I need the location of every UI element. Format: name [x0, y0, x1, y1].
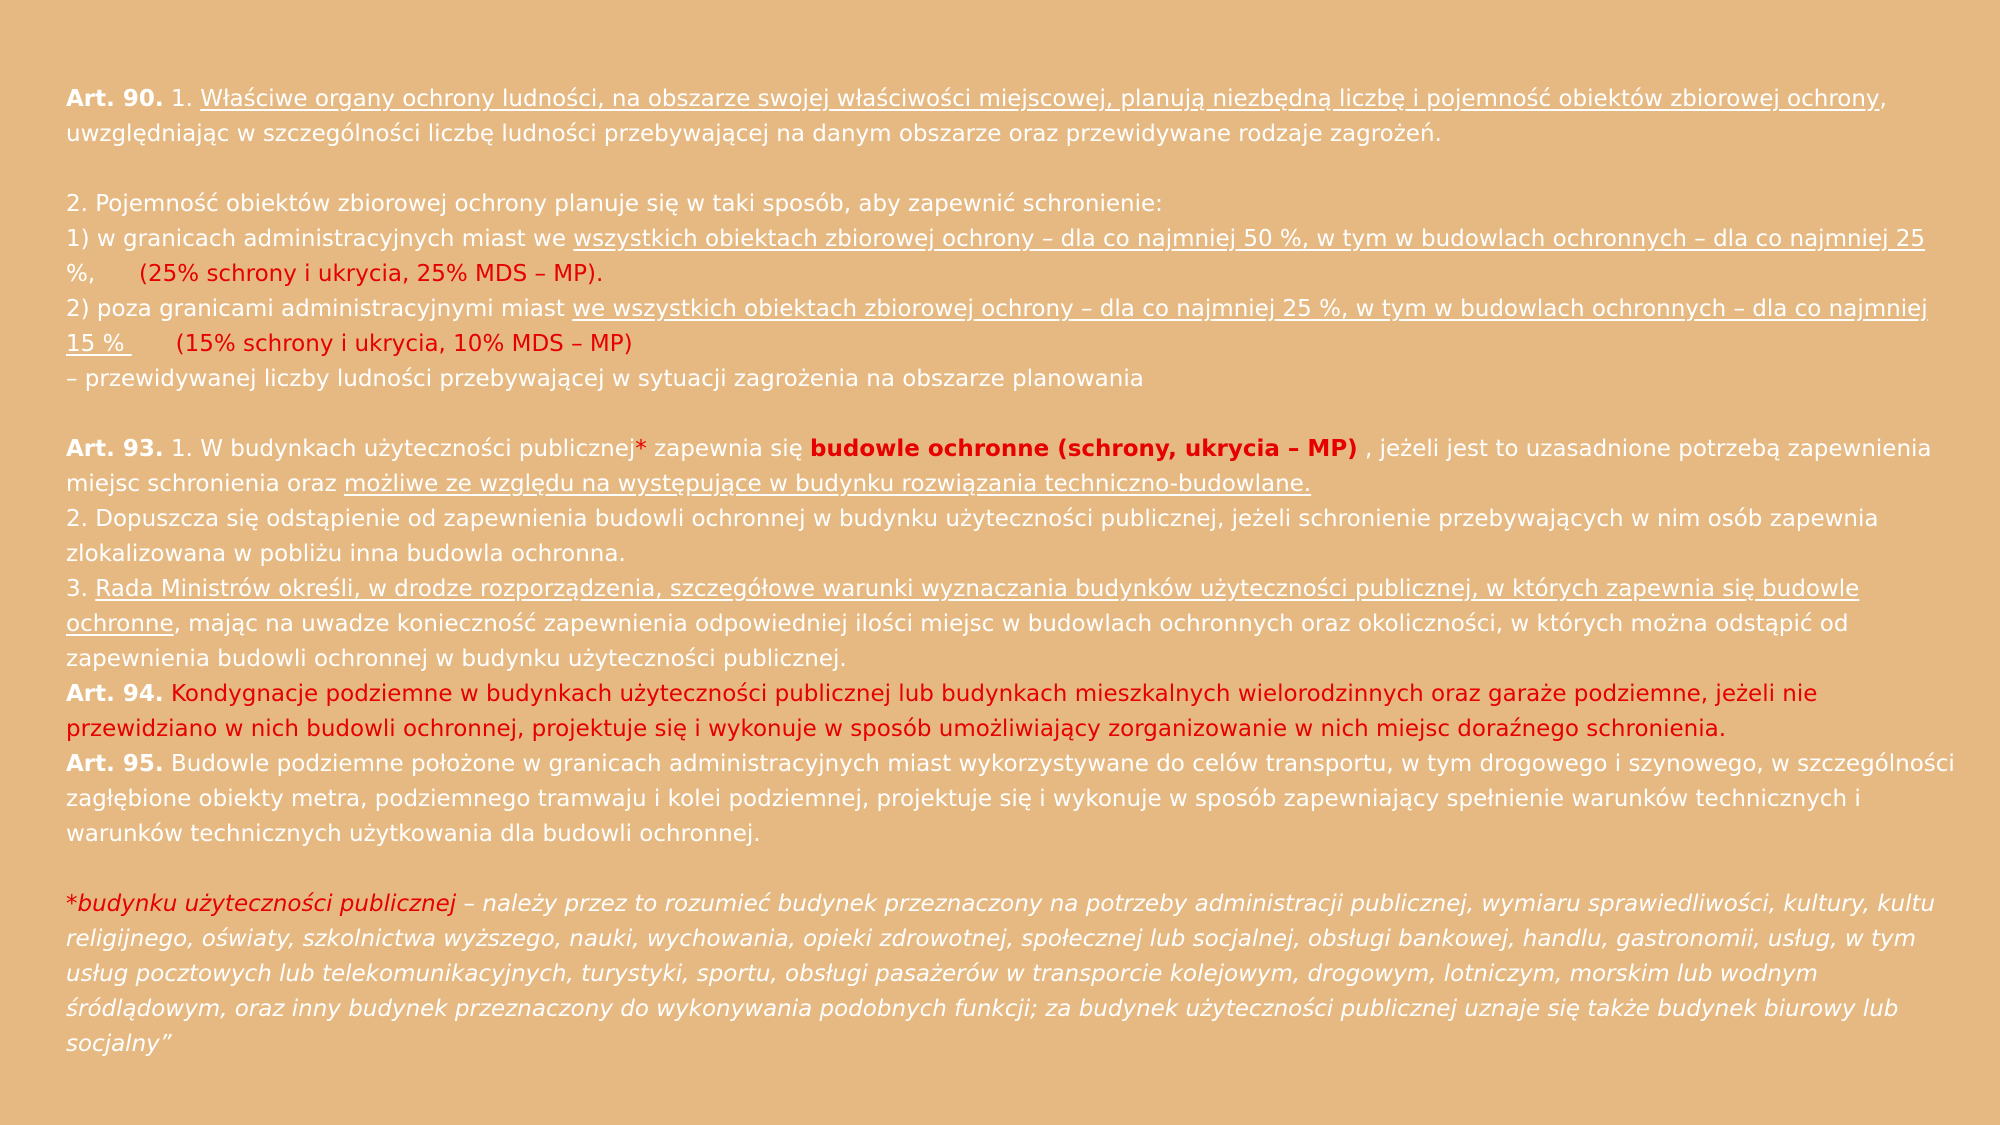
art93-paragraph-3	[66, 572, 1956, 677]
spacer	[66, 397, 1956, 432]
footnote-term: *budynku użyteczności publicznej	[66, 891, 457, 917]
footnote-paragraph	[66, 887, 1956, 1062]
spacer	[66, 152, 1956, 187]
art90-p2-1-underlined: wszystkich obiektach zbiorowej ochrony – dla co najmniej 50 %, w tym w budowlach ochronnych – dla co najmniej 25	[573, 226, 1926, 252]
art93-paragraph-1	[66, 432, 1956, 502]
art90-p2-2-pre: 2) poza granicami administracyjnymi miast	[66, 296, 573, 322]
art90-p2-2-red-note: (15% schrony i ukrycia, 10% MDS – MP)	[175, 331, 633, 357]
art90-p2-1-pre: 1) w granicach administracyjnych miast we	[66, 226, 574, 252]
art90-paragraph-1	[66, 82, 1956, 152]
footnote-definition: – należy przez to rozumieć budynek przeznaczony na potrzeby administracji publicznej, wymiaru sprawiedliwości, kultury, kultu religijnego, oświaty, szkolnictwa wyższego, nauki, wychowania, opieki zdrowotnej, społecznej lub socjalnej, obsługi bankowej, handlu, gastronomii, usług, w tym usług pocztowych lub telekomunikacyjnych, turystyki, sportu, obsługi pasażerów w transporcie kolejowym, drogowym, lotniczym, morskim lub wodnym śródlądowym, oraz inny budynek przeznaczony do wykonywania podobnych funkcji; za budynek użyteczności publicznej uznaje się także budynek biurowy lub socjalny”	[66, 891, 1936, 1057]
art90-p2-intro: 2. Pojemność obiektów zbiorowej ochrony planuje się w taki sposób, aby zapewnić schronienie:	[66, 191, 1163, 217]
art95-paragraph	[66, 747, 1956, 852]
art93-p1-mid: zapewnia się	[646, 436, 811, 462]
art93-p1-red-bold: budowle ochronne (schrony, ukrycia – MP)	[810, 436, 1358, 462]
art94-paragraph	[66, 677, 1956, 747]
art90-p2-item-2	[66, 292, 1956, 362]
art90-label: Art. 90.	[66, 86, 164, 112]
art93-asterisk: *	[635, 436, 647, 462]
art94-label: Art. 94.	[66, 681, 164, 707]
art90-p2-item-1	[66, 222, 1956, 292]
art93-p3-number: 3.	[66, 576, 96, 602]
art95-label: Art. 95.	[66, 751, 164, 777]
art93-p1-pre: 1. W budynkach użyteczności publicznej	[163, 436, 636, 462]
art90-p2-2-post	[132, 331, 176, 357]
slide-content	[66, 82, 1956, 1062]
art90-p2-tail: – przewidywanej liczby ludności przebywającej w sytuacji zagrożenia na obszarze planowania	[66, 366, 1144, 392]
art90-p2-1-post: %,	[66, 261, 140, 287]
art93-p1-underlined: możliwe ze względu na występujące w budynku rozwiązania techniczno-budowlane.	[344, 471, 1312, 497]
art94-text: Kondygnacje podziemne w budynkach użyteczności publicznej lub budynkach mieszkalnych wielorodzinnych oraz garaże podziemne, jeżeli nie przewidziano w nich budowli ochronnej, projektuje się i wykonuje w sposób umożliwiający zorganizowanie w nich miejsc doraźnego schronienia.	[66, 681, 1818, 742]
art90-p2-1-red-note: (25% schrony i ukrycia, 25% MDS – MP).	[139, 261, 604, 287]
art93-p3-underlined: Rada Ministrów określi, w drodze rozporządzenia, szczegółowe warunki wyznaczania budynków użyteczności publicznej, w których zapewnia się budowle ochronne	[66, 576, 1860, 637]
art90-p1-number: 1.	[163, 86, 201, 112]
spacer	[66, 852, 1956, 887]
art93-p3-rest: , mając na uwadze konieczność zapewnienia odpowiedniej ilości miejsc w budowlach ochronnych oraz okoliczności, w których można odstąpić od zapewnienia budowli ochronnej w budynku użyteczności publicznej.	[66, 611, 1849, 672]
art90-p1-underlined: Właściwe organy ochrony ludności, na obszarze swojej właściwości miejscowej, planują niezbędną liczbę i pojemność obiektów zbiorowej ochrony	[200, 86, 1880, 112]
art90-p1-rest: , uwzględniając w szczególności liczbę ludności przebywającej na danym obszarze oraz przewidywane rodzaje zagrożeń.	[66, 86, 1887, 147]
art93-paragraph-2: 2. Dopuszcza się odstąpienie od zapewnienia budowli ochronnej w budynku użyteczności publicznej, jeżeli schronienie przebywających w nim osób zapewnia zlokalizowana w pobliżu inna budowla ochronna.	[66, 506, 1879, 567]
art93-p1-after-red: , jeżeli jest to uzasadnione potrzebą zapewnienia miejsc schronienia oraz	[66, 436, 1932, 497]
art93-label: Art. 93.	[66, 436, 164, 462]
art95-text: Budowle podziemne położone w granicach administracyjnych miast wykorzystywane do celów transportu, w tym drogowego i szynowego, w szczególności zagłębione obiekty metra, podziemnego tramwaju i kolei podziemnej, projektuje się i wykonuje w sposób zapewniający spełnienie warunków technicznych i warunków technicznych użytkowania dla budowli ochronnej.	[66, 751, 1955, 847]
art90-p2-2-underlined: we wszystkich obiektach zbiorowej ochrony – dla co najmniej 25 %, w tym w budowlach ochronnych – dla co najmniej 15 %	[66, 296, 1928, 357]
